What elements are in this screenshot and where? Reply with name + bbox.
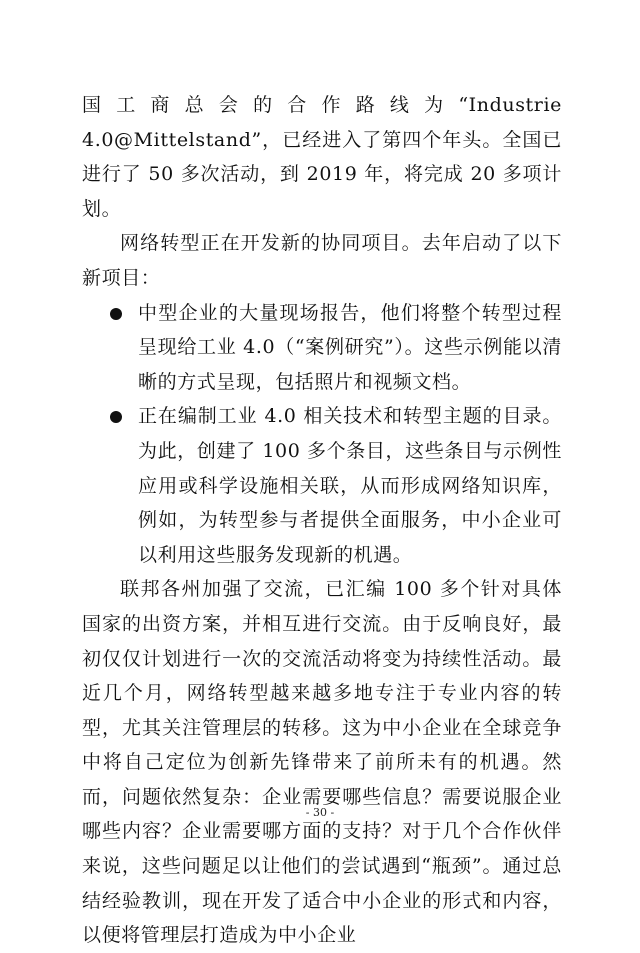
paragraph-continuation: 国工商总会的合作路线为“Industrie 4.0@Mittelstand”，已经进入了第四个年头。全国已进行了 50 多次活动，到 2019 年，将完成 20 多项计划。	[82, 94, 562, 220]
page-number: - 30 -	[305, 806, 335, 819]
paragraph-network-transformation: 网络转型正在开发新的协同项目。去年启动了以下新项目：	[82, 232, 562, 289]
bullet-item-case-studies	[82, 296, 562, 400]
bullet-text: 中型企业的大量现场报告，他们将整个转型过程呈现给工业 4.0（“案例研究”）。这些示例能以清晰的方式呈现，包括照片和视频文档。	[138, 301, 562, 393]
bullet-item-catalog	[82, 399, 562, 572]
bullet-text: 正在编制工业 4.0 相关技术和转型主题的目录。为此，创建了 100 多个条目，这些条目与示例性应用或科学设施相关联，从而形成网络知识库，例如，为转型参与者提供全面服务，中小企业可以利用这些服务发现新的机遇。	[138, 405, 562, 566]
bullet-dot-icon	[110, 411, 122, 423]
paragraph-federal-states: 联邦各州加强了交流，已汇编 100 多个针对具体国家的出资方案，并相互进行交流。由于反响良好，最初仅仅计划进行一次的交流活动将变为持续性活动。最近几个月，网络转型越来越多地专注于专业内容的转型，尤其关注管理层的转移。这为中小企业在全球竞争中将自己定位为创新先锋带来了前所未有的机遇。然而，问题依然复杂：企业需要哪些信息？需要说服企业哪些内容？企业需要哪方面的支持？对于几个合作伙伴来说，这些问题足以让他们的尝试遇到“瓶颈”。通过总结经验教训，现在开发了适合中小企业的形式和内容，以便将管理层打造成为中小企业	[82, 578, 562, 947]
bullet-dot-icon	[110, 308, 122, 320]
body-text	[82, 88, 562, 953]
bullet-list	[82, 296, 562, 573]
